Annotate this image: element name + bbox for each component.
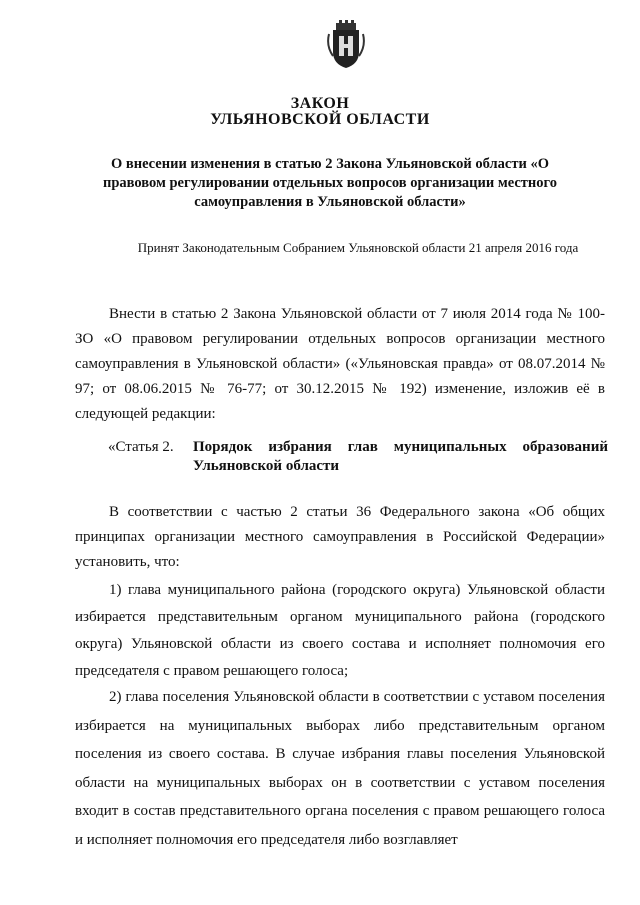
document-title: О внесении изменения в статью 2 Закона Ульяновской области «О правовом регулировании отдельных вопросов организации местного самоуправления в Ульяновской области» xyxy=(103,156,557,210)
article-label: «Статья 2. xyxy=(108,439,174,455)
article-title: Порядок избрания глав муниципальных образований Ульяновской области xyxy=(193,439,608,474)
federal-law-paragraph: В соответствии с частью 2 статьи 36 Федерального закона «Об общих принципах организации местного самоуправления в Российской Федерации» установить, что: xyxy=(75,504,605,570)
list-item-1: 1) глава муниципального района (городского округа) Ульяновской области избирается представительным органом муниципального района (городского округа) Ульяновской области из своего состава и исполняет полномочия его председателя с правом решающего голоса; xyxy=(75,582,605,679)
adoption-note: Принят Законодательным Собранием Ульяновской области 21 апреля 2016 года xyxy=(137,240,579,255)
list-item-2: 2) глава поселения Ульяновской области в соответствии с уставом поселения избирается на муниципальных выборах либо представительным органом поселения из своего состава. В случае избрания главы поселения Ульяновской области на муниципальных выборах он в соответствии с уставом поселения входит в состав представительного органа поселения с правом решающего голоса и исполняет полномочия его председателя либо возглавляет xyxy=(75,689,605,848)
intro-paragraph: Внести в статью 2 Закона Ульяновской области от 7 июля 2014 года № 100-ЗО «О правовом регулировании отдельных вопросов организации местного самоуправления в Ульяновской области» («Ульяновская правда» от 08.07.2014 № 97; от 08.06.2015 № 76-77; от 30.12.2015 № 192) изменение, изложив её в следующей редакции: xyxy=(75,306,605,422)
header-law: ЗАКОН xyxy=(290,95,350,112)
coat-of-arms-icon xyxy=(325,20,367,70)
header-region: УЛЬЯНОВСКОЙ ОБЛАСТИ xyxy=(210,111,430,128)
